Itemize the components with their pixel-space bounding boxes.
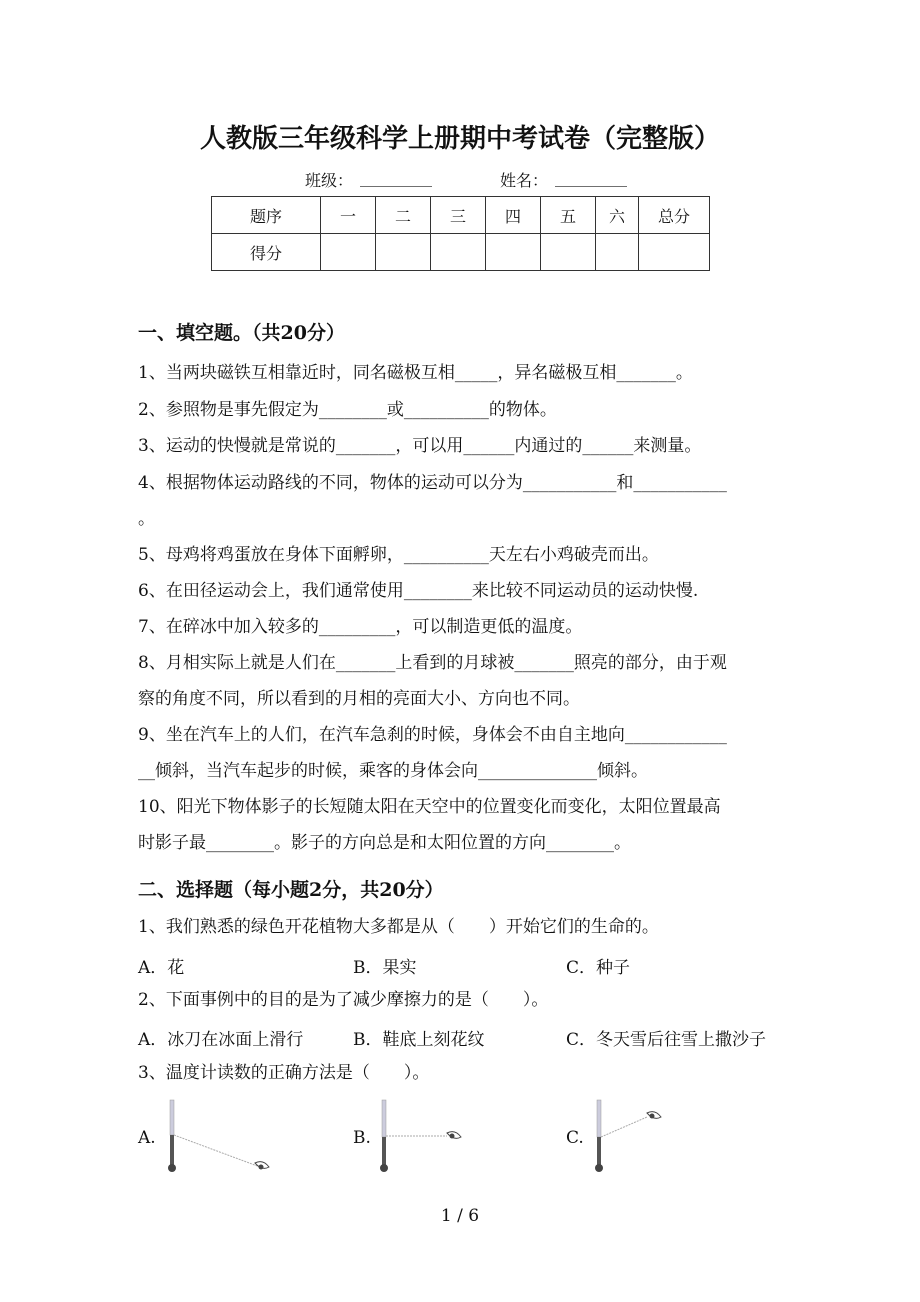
q2-option-c: C．冬天雪后往雪上撒沙子 — [566, 1030, 767, 1050]
name-label: 姓名： — [500, 171, 549, 190]
page-number: 1 / 6 — [440, 1206, 480, 1226]
class-blank: _________ — [360, 168, 432, 187]
thermometer-eye-level-icon — [372, 1095, 492, 1180]
fill-blank-line: 8、月相实际上就是人们在_______上看到的月球被_______照亮的部分，由于观 — [138, 653, 727, 673]
q3-option-c: C. — [566, 1128, 584, 1148]
class-label: 班级： — [305, 171, 354, 190]
table-row — [212, 197, 710, 234]
fill-blank-line: 3、运动的快慢就是常说的_______，可以用______内通过的______来测量。 — [138, 436, 702, 456]
table-row — [212, 234, 710, 271]
score-cell — [431, 234, 486, 271]
score-cell — [376, 234, 431, 271]
question-3: 3、温度计读数的正确方法是（ ）。 — [138, 1063, 430, 1083]
table-header: 一 — [321, 197, 376, 234]
table-header: 四 — [486, 197, 541, 234]
score-table — [211, 196, 710, 271]
question-1: 1、我们熟悉的绿色开花植物大多都是从（ ）开始它们的生命的。 — [138, 917, 659, 937]
fill-blank-line: 2、参照物是事先假定为________或__________的物体。 — [138, 400, 557, 420]
thermometer-eye-below-icon — [160, 1095, 280, 1180]
name-blank: _________ — [555, 168, 627, 187]
row-label: 得分 — [212, 234, 321, 271]
table-header: 总分 — [639, 197, 710, 234]
q3-option-a: A. — [138, 1128, 156, 1148]
question-2: 2、下面事例中的目的是为了减少摩擦力的是（ ）。 — [138, 990, 549, 1010]
table-header: 二 — [376, 197, 431, 234]
fill-blank-line: 1、当两块磁铁互相靠近时，同名磁极互相_____，异名磁极互相_______。 — [138, 363, 693, 383]
q3-option-b: B. — [353, 1128, 371, 1148]
score-cell — [596, 234, 639, 271]
fill-blank-line: 7、在碎冰中加入较多的_________，可以制造更低的温度。 — [138, 617, 583, 637]
fill-blank-line: 察的角度不同，所以看到的月相的亮面大小、方向也不同。 — [138, 689, 580, 709]
section2-heading: 二、选择题（每小题2分，共20分） — [138, 879, 444, 901]
q2-option-a: A．冰刀在冰面上滑行 — [138, 1030, 304, 1050]
fill-blank-line: 10、阳光下物体影子的长短随太阳在天空中的位置变化而变化，太阳位置最高 — [138, 797, 721, 817]
score-cell — [639, 234, 710, 271]
q1-option-c: C．种子 — [566, 958, 631, 978]
fill-blank-line: 时影子最________。影子的方向总是和太阳位置的方向________。 — [138, 833, 631, 853]
fill-blank-line: 。 — [138, 509, 155, 529]
fill-blank-line: 9、坐在汽车上的人们，在汽车急刹的时候，身体会不由自主地向____________ — [138, 725, 727, 745]
fill-blank-line: __倾斜，当汽车起步的时候，乘客的身体会向______________倾斜。 — [138, 761, 648, 781]
q1-option-b: B．果实 — [353, 958, 417, 978]
table-header: 题序 — [212, 197, 321, 234]
score-cell — [541, 234, 596, 271]
section1-heading: 一、填空题。（共20分） — [138, 322, 345, 344]
fill-blank-line: 6、在田径运动会上，我们通常使用________来比较不同运动员的运动快慢. — [138, 581, 699, 601]
thermometer-eye-above-icon — [587, 1095, 707, 1180]
table-header: 五 — [541, 197, 596, 234]
table-header: 三 — [431, 197, 486, 234]
score-cell — [486, 234, 541, 271]
table-header: 六 — [596, 197, 639, 234]
fill-blank-line: 4、根据物体运动路线的不同，物体的运动可以分为___________和___________ — [138, 473, 727, 493]
score-cell — [321, 234, 376, 271]
q2-option-b: B．鞋底上刻花纹 — [353, 1030, 485, 1050]
page-title: 人教版三年级科学上册期中考试卷（完整版） — [199, 124, 720, 154]
fill-blank-line: 5、母鸡将鸡蛋放在身体下面孵卵，__________天左右小鸡破壳而出。 — [138, 545, 659, 565]
q1-option-a: A．花 — [138, 958, 185, 978]
